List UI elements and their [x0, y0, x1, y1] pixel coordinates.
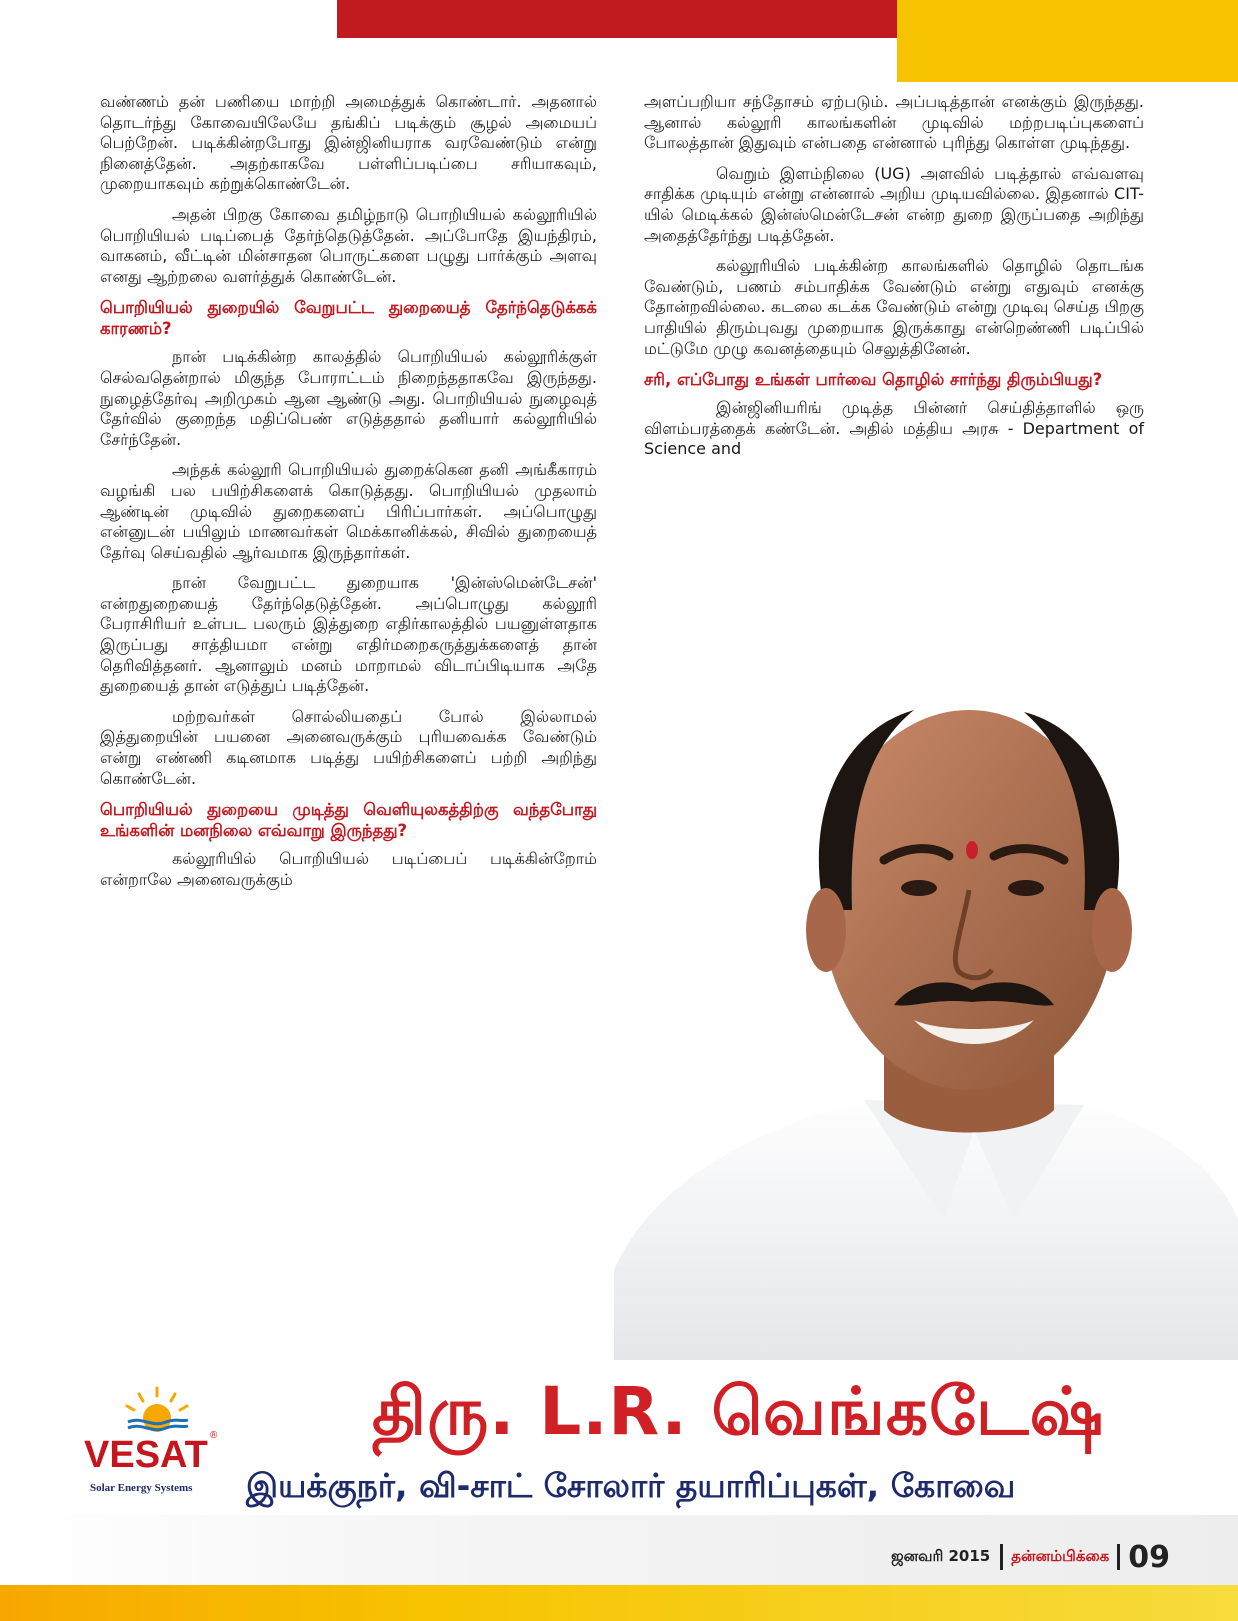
person-designation: இயக்குநர், வி-சாட் சோலார் தயாரிப்புகள், கோவை [246, 1466, 1016, 1505]
paragraph: கல்லூரியில் படிக்கின்ற காலங்களில் தொழில் தொடங்க வேண்டும், பணம் சம்பாதிக்க வேண்டும் என்று எதுவும் எனக்கு தோன்றவில்லை. கடலை கடக்க வேண்டும் என்று முடிவு செய்த பிறகு பாதியில் திரும்புவது முறையாக இருக்காது என்றெண்ணி படிப்பில் மட்டுமே முழு கவனத்தையும் செலுத்தினேன். [644, 256, 1144, 358]
magazine-name: தன்னம்பிக்கை [1011, 1547, 1110, 1565]
issue-date: ஜனவரி 2015 [891, 1547, 991, 1565]
left-column [100, 92, 597, 900]
paragraph: இன்ஜினியரிங் முடித்த பின்னர் செய்தித்தாளில் ஒரு விளம்பரத்தைக் கண்டேன். அதில் மத்திய அரசு - Department of Science and [644, 398, 1144, 459]
logo-brand: VESAT [84, 1434, 208, 1476]
portrait-photo [614, 660, 1238, 1360]
paragraph: நான் வேறுபட்ட துறையாக 'இன்ஸ்மென்டேசன்' என்றதுறையைத் தேர்ந்தெடுத்தேன். அப்பொழுது கல்லூரி பேராசிரியர் உள்பட பலரும் இத்துறை எதிர்காலத்தில் பயனுள்ளதாக இருப்பது சாத்தியமா என்று எதிர்மறைகருத்துக்களைத் தான் தெரிவித்தனர். ஆனாலும் மனம் மாறாமல் விடாப்பிடியாக அதே துறையைத் தான் எடுத்துப் படித்தேன். [100, 573, 597, 696]
paragraph: நான் படிக்கின்ற காலத்தில் பொறியியல் கல்லூரிக்குள் செல்வதென்றால் மிகுந்த போராட்டம் நிறைந்ததாகவே இருந்தது. நுழைத்தேர்வு அறிமுகம் ஆன ஆண்டு அது. பொறியியல் நுழைவுத் தேர்வில் குறைந்த மதிப்பெண் எடுத்ததால் தனியார் கல்லூரியில் சேர்ந்தேன். [100, 347, 597, 449]
top-yellow-bar [897, 0, 1238, 82]
page-number: 09 [1128, 1539, 1170, 1575]
paragraph: அதன் பிறகு கோவை தமிழ்நாடு பொறியியல் கல்லூரியில் பொறியியல் படிப்பைத் தேர்ந்தெடுத்தேன். அப்போதே இயந்திரம், வாகனம், வீட்டின் மின்சாதன பொருட்களை பழுது பார்க்கும் அளவு எனது ஆற்றலை வளர்த்துக் கொண்டேன். [100, 204, 597, 286]
logo-registered-mark: ® [210, 1430, 218, 1441]
footer-divider [1117, 1544, 1120, 1570]
bottom-yellow-bar [0, 1585, 1238, 1621]
question-heading: பொறியியல் துறையில் வேறுபட்ட துறையைத் தேர்ந்தெடுக்கக் காரணம்? [100, 298, 597, 339]
page-footer [891, 1537, 1170, 1577]
question-heading: சரி, எப்போது உங்கள் பார்வை தொழில் சார்ந்து திரும்பியது? [644, 370, 1103, 390]
paragraph: அளப்பறியா சந்தோசம் ஏற்படும். அப்படித்தான் எனக்கும் இருந்தது. ஆனால் கல்லூரி காலங்களின் முடிவில் மற்றபடிப்புகளைப் போலத்தான் இதுவும் என்பதை என்னால் புரிந்து கொள்ள முடிந்தது. [644, 92, 1144, 153]
paragraph: மற்றவர்கள் சொல்லியதைப் போல் இல்லாமல் இத்துறையின் பயனை அனைவருக்கும் புரியவைக்க வேண்டும் என்று எண்ணி கடினமாக படித்து பயிற்சிகளைப் பற்றி அறிந்து கொண்டேன். [100, 706, 597, 788]
sun-logo-icon [122, 1386, 192, 1434]
paragraph: அந்தக் கல்லூரி பொறியியல் துறைக்கென தனி அங்கீகாரம் வழங்கி பல பயிற்சிகளைக் கொடுத்தது. பொறியியல் முதலாம் ஆண்டின் முடிவில் துறைகளைப் பிரிப்பார்கள். அப்பொழுது என்னுடன் பயிலும் மாணவர்கள் மெக்கானிக்கல், சிவில் துறையைத் தேர்வு செய்வதில் ஆர்வமாக இருந்தார்கள். [100, 460, 597, 562]
paragraph: வண்ணம் தன் பணியை மாற்றி அமைத்துக் கொண்டார். அதனால் தொடர்ந்து கோவையிலேயே தங்கிப் படிக்கும் சூழல் அமையப் பெற்றேன். படிக்கின்றபோது இன்ஜினியராக வரவேண்டும் என்று நினைத்தேன். அதற்காகவே பள்ளிப்படிப்பை சரியாகவும், முறையாகவும் கற்றுக்கொண்டேன். [100, 92, 597, 194]
paragraph: வெறும் இளம்நிலை (UG) அளவில் படித்தால் எவ்வளவு சாதிக்க முடியும் என்று என்னால் அறிய முடியவில்லை. இதனால் CIT-யில் மெடிக்கல் இன்ஸ்மென்டேசன் என்ற துறை இருப்பதை அறிந்து அதைத்தேர்ந்து படித்தேன். [644, 163, 1144, 245]
vesat-logo [84, 1386, 234, 1496]
footer-divider [1000, 1544, 1003, 1570]
right-column [644, 92, 1144, 470]
logo-tagline: Solar Energy Systems [90, 1482, 193, 1494]
top-red-bar [337, 0, 897, 38]
person-name: திரு. L.R. வெங்கடேஷ் [372, 1373, 1105, 1450]
question-heading: பொறியியல் துறையை முடித்து வெளியுலகத்திற்கு வந்தபோது உங்களின் மனநிலை எவ்வாறு இருந்தது? [100, 800, 597, 841]
paragraph: கல்லூரியில் பொறியியல் படிப்பைப் படிக்கின்றோம் என்றாலே அனைவருக்கும் [100, 849, 597, 889]
